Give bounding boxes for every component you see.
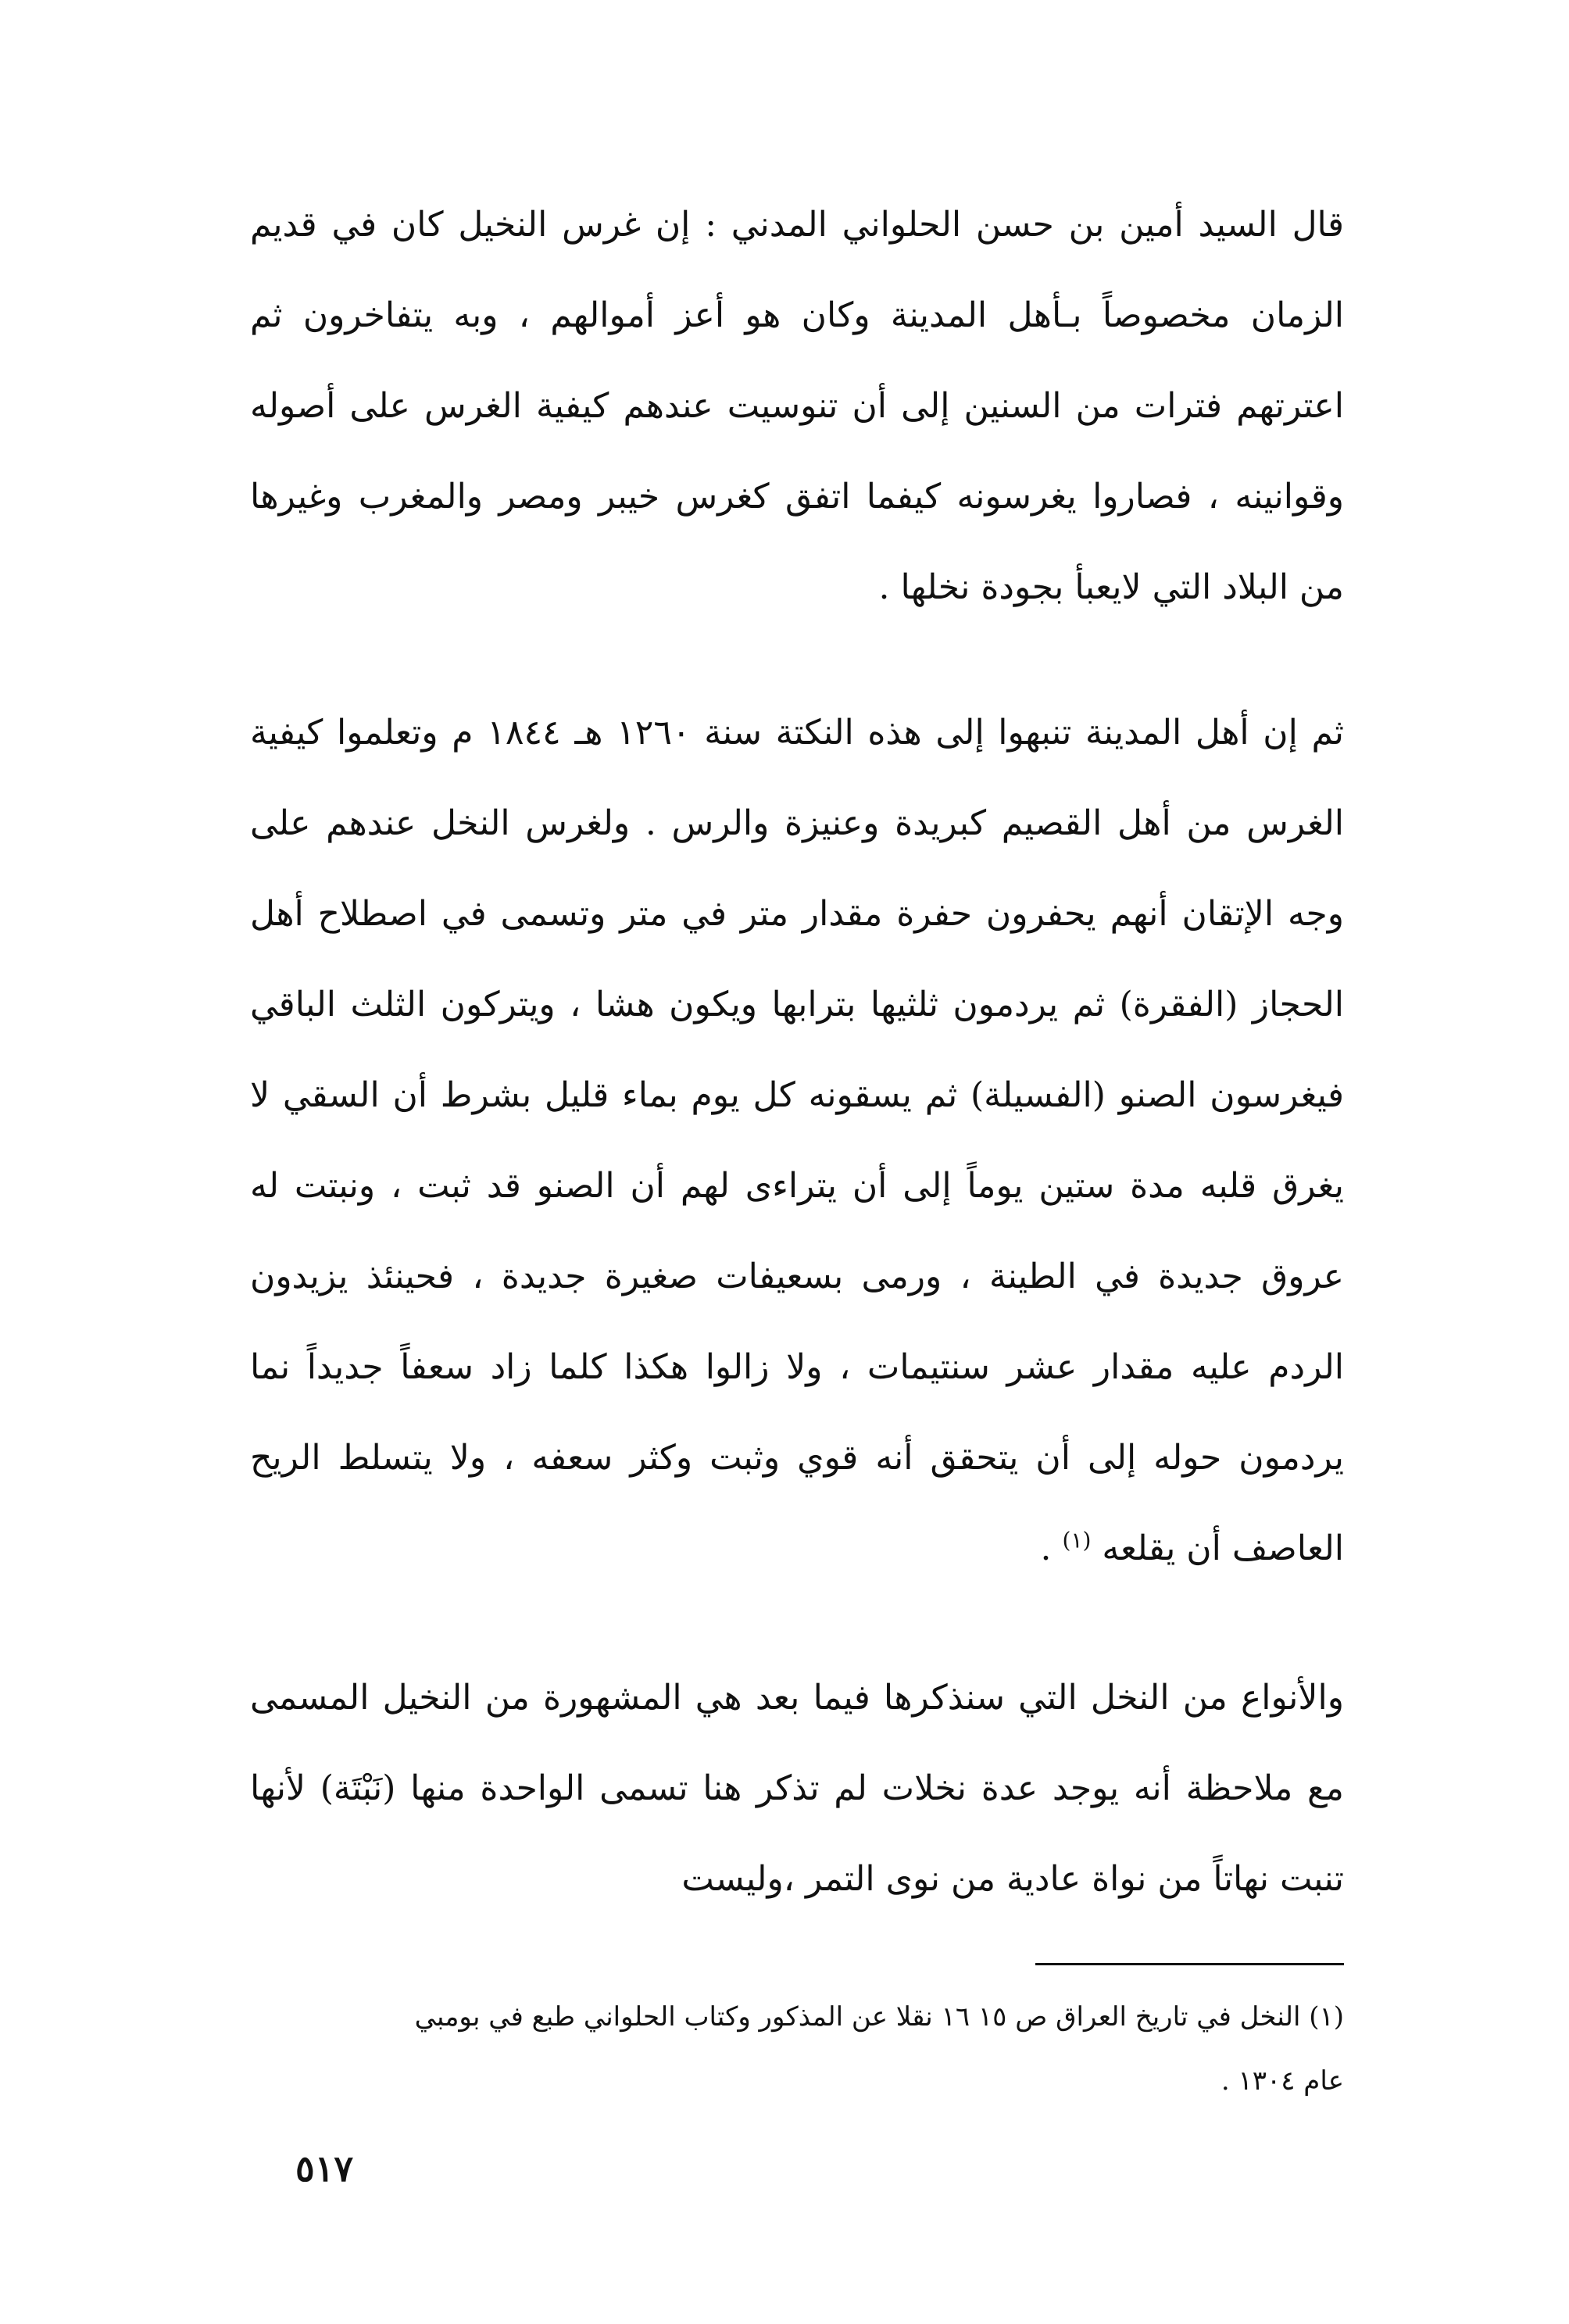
footnote-line-2: عام ١٣٠٤ . (1221, 2065, 1344, 2097)
paragraph-3-text: والأنواع من النخل التي سنذكرها فيما بعد هي المشهورة من النخيل المسمى مع ملاحظة أنه يوجد عدة نخلات لم تذكر هنا تسمى الواحدة منها (نَبْتَة) لأنها تنبت نهاتاً من نواة عادية من نوى التمر ،وليست (250, 1678, 1344, 1899)
footnote-divider (1035, 1963, 1344, 1965)
paragraph-1 (250, 180, 1344, 633)
footnote-reference: (١) (1062, 1527, 1092, 1554)
paragraph-2-tail: . (1040, 1528, 1052, 1568)
paragraph-1-text: قال السيد أمين بن حسن الحلواني المدني : إن غرس النخيل كان في قديم الزمان مخصوصاً بـأهل المدينة وكان هو أعز أموالهم ، وبه يتفاخرون ثم اعترتهم فترات من السنين إلى أن تنوسيت عندهم كيفية الغرس على أصوله وقوانينه ، فصاروا يغرسونه كيفما اتفق كغرس خيبر ومصر والمغرب وغيرها من البلاد التي لايعبأ بجودة نخلها . (250, 205, 1344, 607)
footnote-line-1: (١) النخل في تاريخ العراق ص ١٥ ١٦ نقلا عن المذكور وكتاب الحلواني طبع في بومبي (414, 2001, 1344, 2033)
paragraph-2-body: ثم إن أهل المدينة تنبهوا إلى هذه النكتة سنة ١٢٦٠ هـ ١٨٤٤ م وتعلموا كيفية الغرس من أهل القصيم كبريدة وعنيزة والرس . ولغرس النخل عندهم على وجه الإتقان أنهم يحفرون حفرة مقدار متر في متر وتسمى في اصطلاح أهل الحجاز (الفقرة) ثم يردمون ثلثيها بترابها ويكون هشا ، ويتركون الثلث الباقي فيغرسون الصنو (الفسيلة) ثم يسقونه كل يوم بماء قليل بشرط أن السقي لا يغرق قلبه مدة ستين يوماً إلى أن يتراءى لهم أن الصنو قد ثبت ، ونبتت له عروق جديدة في الطينة ، ورمى بسعيفات صغيرة جديدة ، فحينئذ يزيدون الردم عليه مقدار عشر سنتيمات ، ولا زالوا هكذا كلما زاد سعفاً جديداً نما يردمون حوله إلى أن يتحقق أنه قوي وثبت وكثر سعفه ، ولا يتسلط الريح العاصف أن يقلعه (250, 713, 1344, 1568)
footnote (250, 1985, 1344, 2113)
paragraph-2 (250, 688, 1344, 1594)
paragraph-2-text (250, 688, 1344, 1594)
page-number: ٥١٧ (295, 2147, 354, 2190)
paragraph-3 (250, 1653, 1344, 1925)
